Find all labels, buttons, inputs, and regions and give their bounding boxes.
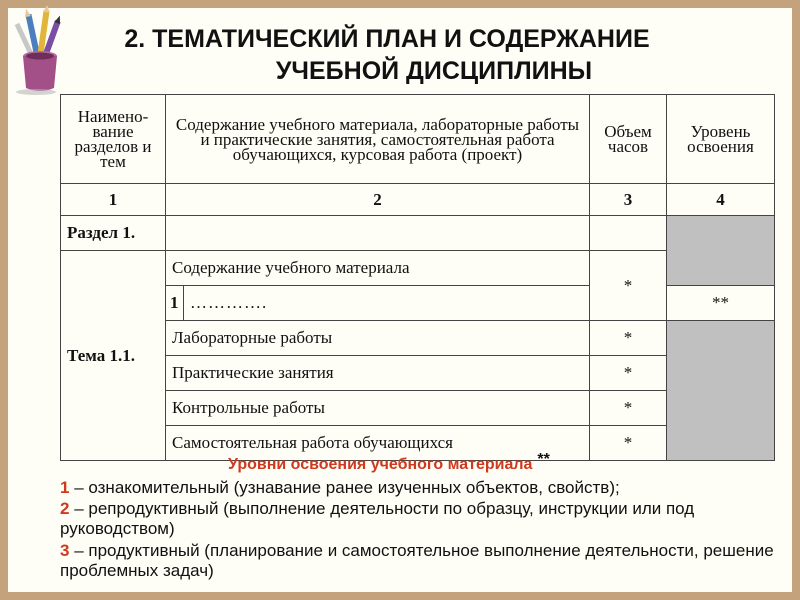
independent-hours-mark: * [590,426,667,461]
col-number-2: 2 [166,184,590,216]
section-content-cell [166,216,590,251]
control-label: Контрольные работы [166,391,590,426]
content-hours-mark: * [590,251,667,321]
col-number-4: 4 [667,184,775,216]
control-hours-mark: * [590,391,667,426]
level-text: продуктивный (планирование и самостоятельное выполнение деятельности, решение проблемных задач) [60,541,774,580]
lab-hours-mark: * [590,321,667,356]
level-item-1 [60,478,790,498]
level-dash: – [69,499,89,518]
levels-heading-text: Уровни освоения учебного материала [228,456,533,473]
section-level-cell [667,216,775,286]
independent-label: Самостоятельная работа обучающихся [166,426,590,461]
activities-level-cell [667,321,775,461]
col-number-3: 3 [590,184,667,216]
item-dots: …………. [184,286,590,321]
header-hours: Объем часов [590,95,667,184]
levels-heading [228,451,550,474]
section-hours-cell [590,216,667,251]
lab-label: Лабораторные работы [166,321,590,356]
header-sections: Наимено-вание разделов и тем [61,95,166,184]
table-header-row [61,95,775,184]
content-label: Содержание учебного материала [166,251,590,286]
page-title-line1: 2. ТЕМАТИЧЕСКИЙ ПЛАН И СОДЕРЖАНИЕ [124,25,650,53]
level-dash: – [69,541,89,560]
practice-label: Практические занятия [166,356,590,391]
col-number-1: 1 [61,184,166,216]
topic-label: Тема 1.1. [61,251,166,461]
level-item-3 [60,541,790,581]
page-title-line2: УЧЕБНОЙ ДИСЦИПЛИНЫ [275,57,593,85]
section-row [61,216,775,251]
lab-row [61,321,775,356]
item-row [61,286,775,321]
level-text: репродуктивный (выполнение деятельности по образцу, инструкции или под руководством) [60,499,695,538]
level-text: ознакомительный (узнавание ранее изученных объектов, свойств); [88,478,620,497]
level-item-2 [60,499,790,539]
item-number: 1 [166,286,184,321]
level-dash: – [69,478,89,497]
header-content: Содержание учебного материала, лабораторные работы и практические занятия, самостоятельная работа обучающихся, курсовая работа (проект) [166,95,590,184]
header-level: Уровень освоения [667,95,775,184]
section-label: Раздел 1. [61,216,166,251]
practice-hours-mark: * [590,356,667,391]
level-number: 2 [60,499,70,518]
levels-heading-mark: ** [537,451,550,468]
column-number-row [61,184,775,216]
level-number: 3 [60,541,70,560]
level-number: 1 [60,478,70,497]
plan-table [60,94,775,461]
item-level-mark: ** [667,286,775,321]
